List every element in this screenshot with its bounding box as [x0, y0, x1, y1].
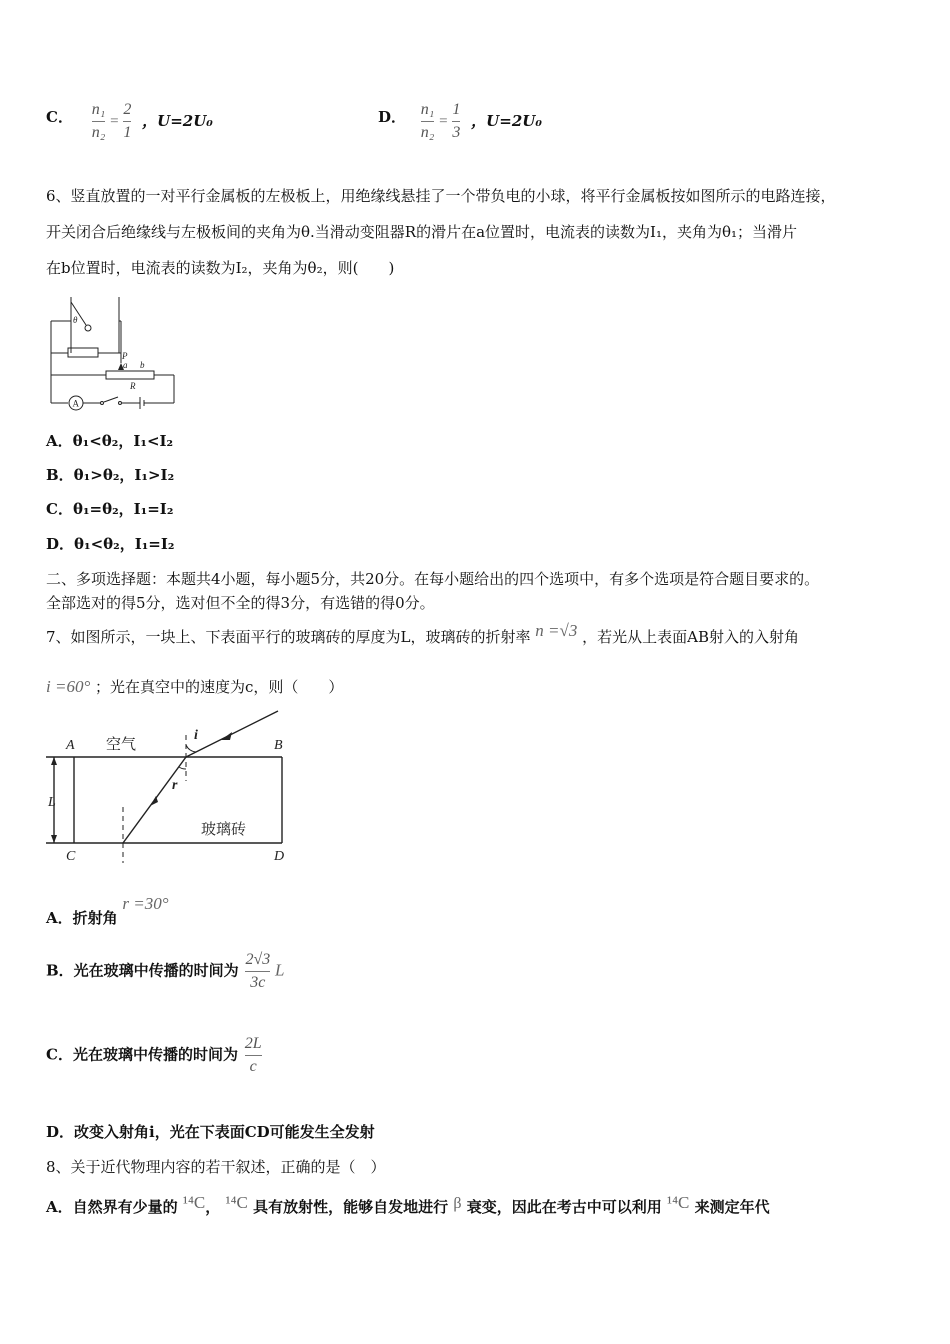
option-tail: ，U=2U₀ — [142, 111, 213, 130]
incident-angle-expr: i =60° — [46, 677, 91, 696]
option-label: D． — [378, 107, 407, 126]
section2-heading — [46, 567, 819, 615]
rheostat-r-label: R — [130, 381, 136, 391]
q7-option-b: B．光在玻璃中传播的时间为 $\frac{2√3}{3c}$ L — [46, 951, 285, 991]
slider-p-label: P — [122, 351, 128, 361]
q6-option-d: D．θ₁<θ₂，I₁=I₂ — [46, 535, 175, 553]
q8-option-a: A．自然界有少量的 ¹⁴C， ¹⁴C 具有放射性，能够自发地进行 β 衰变，因此在考古中可以利用 ¹⁴C 来测定年代 — [46, 1193, 770, 1216]
theta-label: θ — [73, 315, 78, 325]
q6-circuit-diagram — [46, 293, 181, 413]
corner-d-label: D — [274, 849, 285, 864]
q7-option-c: C．光在玻璃中传播的时间为 $\frac{2L}{c}$ — [46, 1035, 262, 1075]
q6-line-2: 开关闭合后绝缘线与左极板间的夹角为θ.当滑动变阻器R的滑片在a位置时，电流表的读数为I₁，夹角为θ₁；当滑片 — [46, 223, 798, 241]
q7-stem-line-2: i =60° ；光在真空中的速度为c，则（ ） — [46, 677, 344, 696]
position-b-label: b — [140, 360, 145, 370]
refractive-index-expr: n =√3 — [535, 621, 578, 640]
corner-c-label: C — [66, 849, 76, 864]
carbon14-symbol: ¹⁴C — [225, 1193, 248, 1212]
q8-stem: 8、关于近代物理内容的若干叙述，正确的是（ ） — [46, 1158, 386, 1176]
ratio-fraction: $\frac{\text{n₁}}{\text{n₂}}$ — [91, 101, 106, 141]
section2-line-2: 全部选对的得5分，选对但不全的得3分，有选错的得0分。 — [46, 594, 435, 612]
glass-label: 玻璃砖 — [201, 820, 247, 838]
value-fraction: $\frac{2}{1}$ — [123, 101, 132, 141]
time-fraction-b: $\frac{2√3}{3c}$ — [245, 951, 271, 991]
carbon14-symbol: ¹⁴C — [666, 1193, 690, 1212]
beta-symbol: β — [453, 1195, 462, 1212]
air-label: 空气 — [106, 735, 137, 753]
q6-option-a: A．θ₁<θ₂，I₁<I₂ — [46, 432, 174, 450]
q6-line-3: 在b位置时，电流表的读数为I₂，夹角为θ₂，则( ) — [46, 259, 395, 277]
q7-glass-diagram — [46, 705, 296, 865]
angle-r-label: r — [172, 778, 178, 793]
q7-stem-line-1: 7、如图所示，一块上、下表面平行的玻璃砖的厚度为L，玻璃砖的折射率 n =√3 ，若光从上表面AB射入的入射角 — [46, 621, 799, 646]
thickness-l-label: L — [48, 795, 56, 810]
q5-option-c: C． $\frac{\text{n₁}}{\text{n₂}}$ = $\frac{2}{1}$ ，U=2U₀ — [46, 101, 213, 141]
corner-b-label: B — [274, 738, 283, 753]
option-label: C． — [46, 107, 73, 126]
time-fraction-c: $\frac{2L}{c}$ — [244, 1035, 262, 1075]
refraction-angle-expr: r =30° — [122, 894, 169, 913]
value-fraction: $\frac{1}{3}$ — [452, 101, 461, 141]
q6-line-1: 6、竖直放置的一对平行金属板的左极板上，用绝缘线悬挂了一个带负电的小球，将平行金属板按如图所示的电路连接， — [46, 187, 836, 205]
position-a-label: a — [123, 360, 128, 370]
q7-option-a: A．折射角 r =30° — [46, 894, 169, 927]
q6-stem — [46, 178, 916, 286]
q6-option-c: C．θ₁=θ₂，I₁=I₂ — [46, 500, 174, 518]
ratio-fraction: $\frac{\text{n₁}}{\text{n₂}}$ — [420, 101, 435, 141]
angle-i-label: i — [194, 728, 198, 743]
option-tail: ，U=2U₀ — [471, 111, 542, 130]
carbon14-symbol: ¹⁴C — [182, 1193, 206, 1212]
q5-option-d: D． $\frac{\text{n₁}}{\text{n₂}}$ = $\frac{1}{3}$ ，U=2U₀ — [378, 101, 542, 141]
q6-option-b: B．θ₁>θ₂，I₁>I₂ — [46, 466, 175, 484]
corner-a-label: A — [66, 738, 75, 753]
q7-option-d: D．改变入射角i，光在下表面CD可能发生全发射 — [46, 1123, 375, 1141]
ammeter-label: A — [72, 398, 79, 409]
section2-line-1: 二、多项选择题：本题共4小题，每小题5分，共20分。在每小题给出的四个选项中，有多个选项是符合题目要求的。 — [46, 570, 820, 588]
